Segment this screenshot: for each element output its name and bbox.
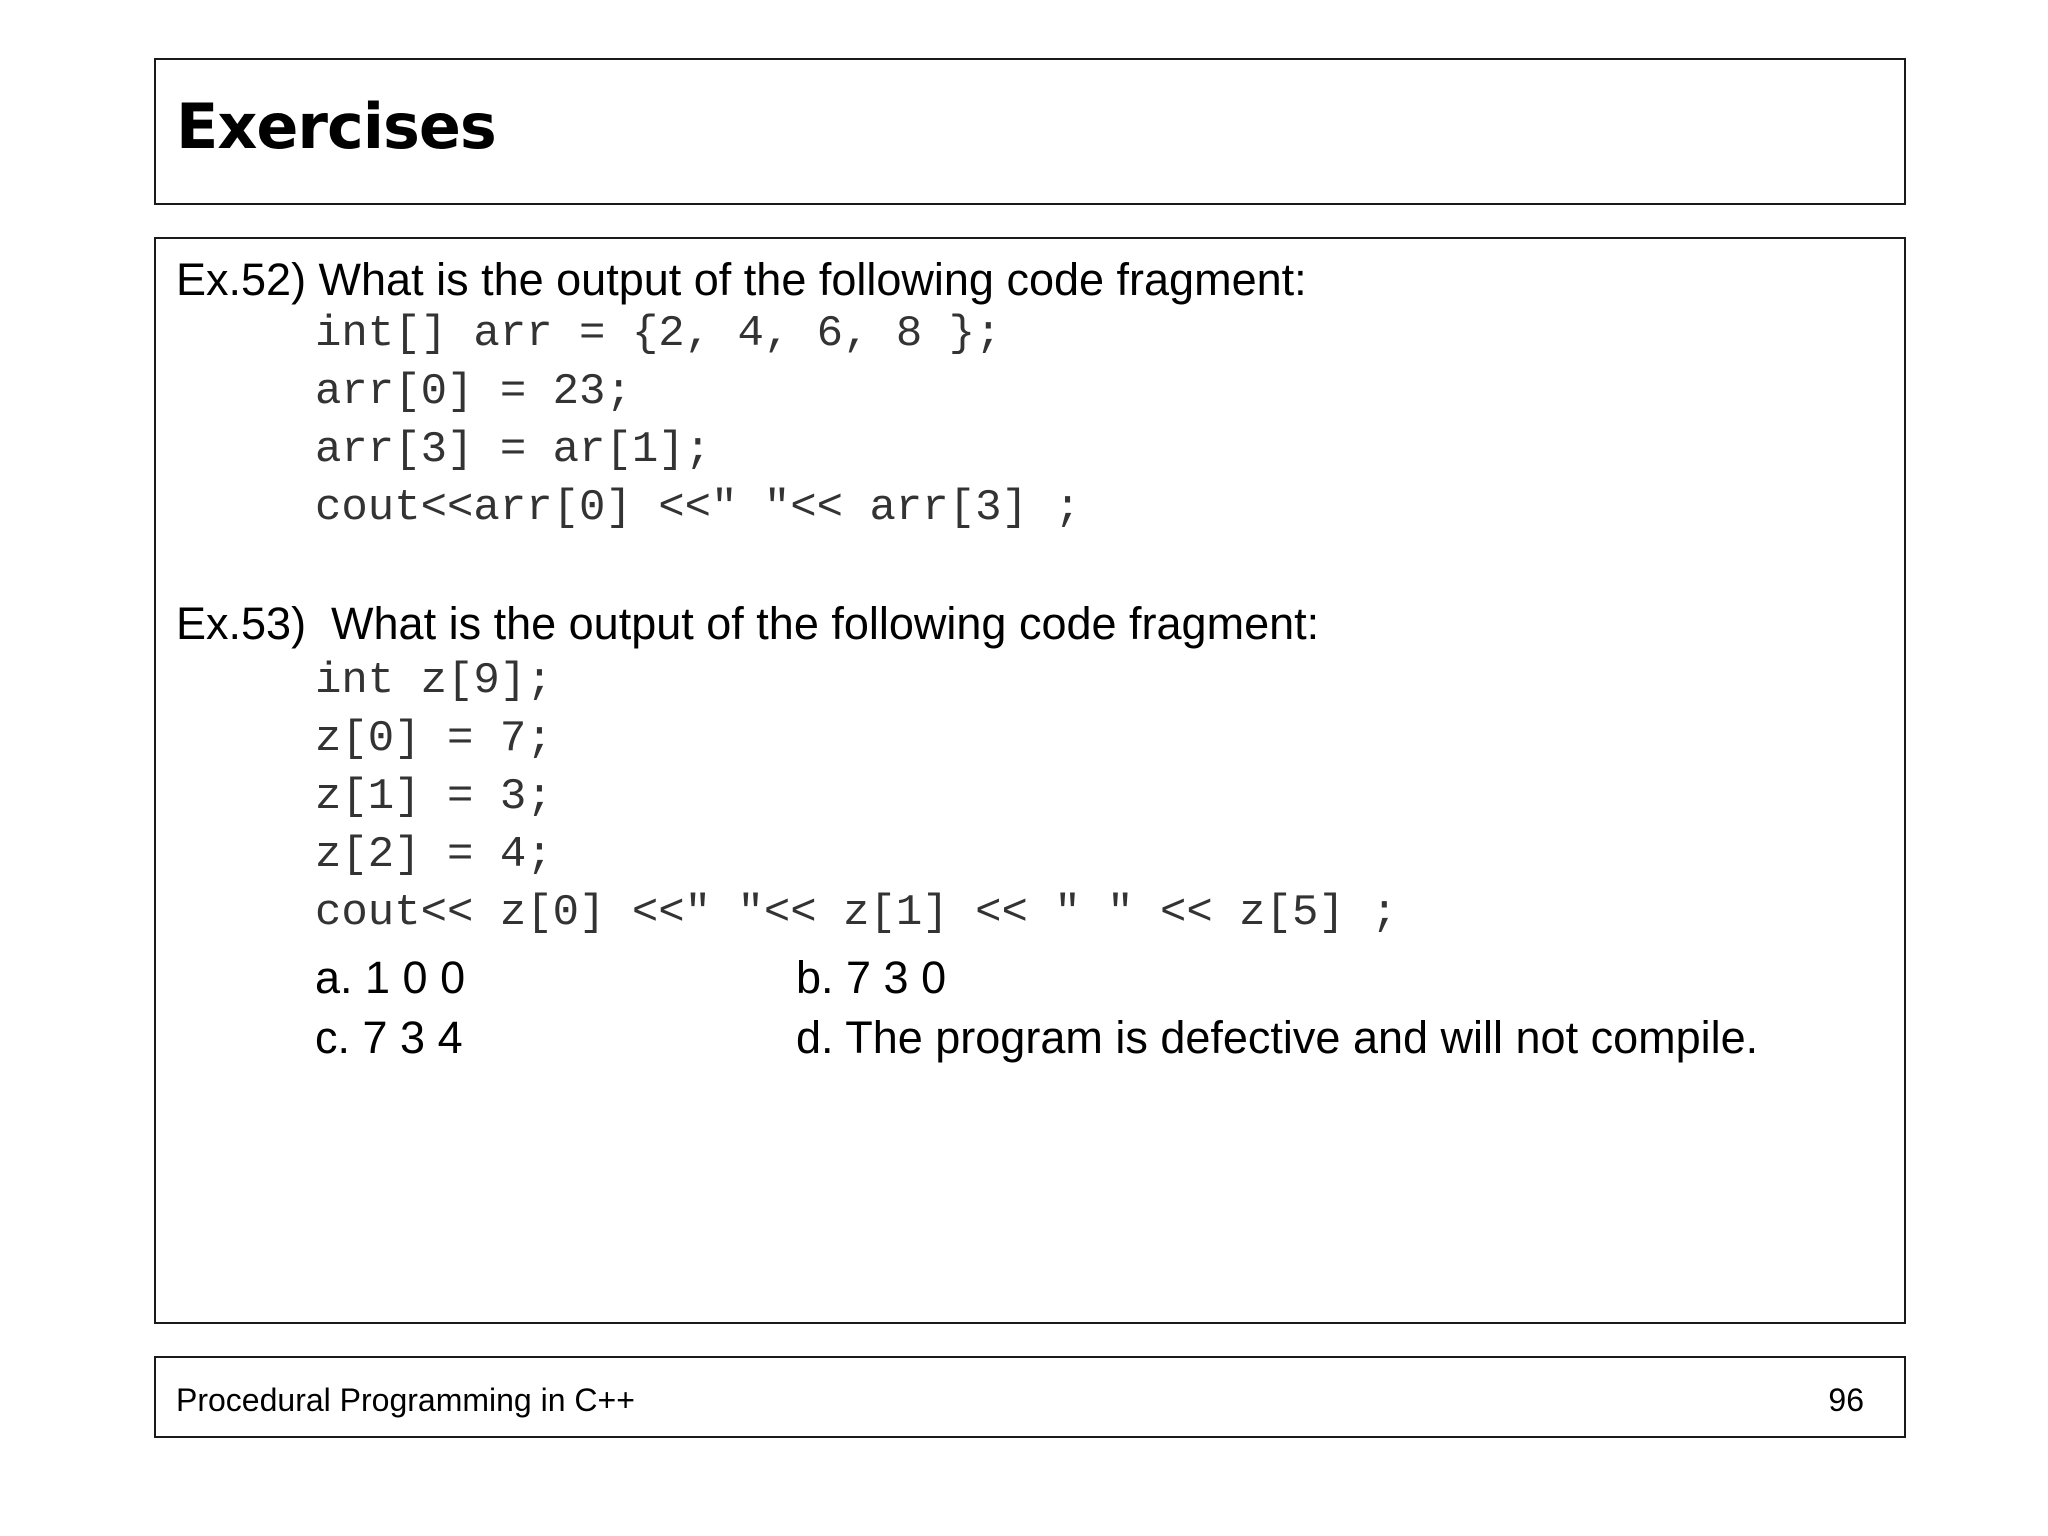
slide-title: Exercises [176,90,496,163]
page-number: 96 [1828,1382,1864,1418]
code-line: cout<<arr[0] <<" "<< arr[3] ; [315,483,1081,533]
code-line: int[] arr = {2, 4, 6, 8 }; [315,309,1002,359]
code-line: z[1] = 3; [315,772,553,822]
code-line: int z[9]; [315,656,553,706]
code-line: z[0] = 7; [315,714,553,764]
content-box [154,237,1906,1324]
footer-course-title: Procedural Programming in C++ [176,1382,635,1418]
code-line: arr[3] = ar[1]; [315,425,712,475]
answer-option-b: b. 7 3 0 [796,952,947,1003]
exercise-52-code [315,305,1081,537]
code-line: cout<< z[0] <<" "<< z[1] << " " << z[5] ; [315,888,1398,938]
exercise-53-code [315,652,1398,942]
answer-option-a: a. 1 0 0 [315,952,466,1003]
exercise-53-heading: Ex.53) What is the output of the following code fragment: [176,598,1320,649]
footer-box [154,1356,1906,1438]
code-line: arr[0] = 23; [315,367,632,417]
answer-option-d: d. The program is defective and will not compile. [796,1012,1759,1063]
answer-option-c: c. 7 3 4 [315,1012,463,1063]
title-box [154,58,1906,205]
code-line: z[2] = 4; [315,830,553,880]
exercise-52-heading: Ex.52) What is the output of the following code fragment: [176,254,1307,305]
